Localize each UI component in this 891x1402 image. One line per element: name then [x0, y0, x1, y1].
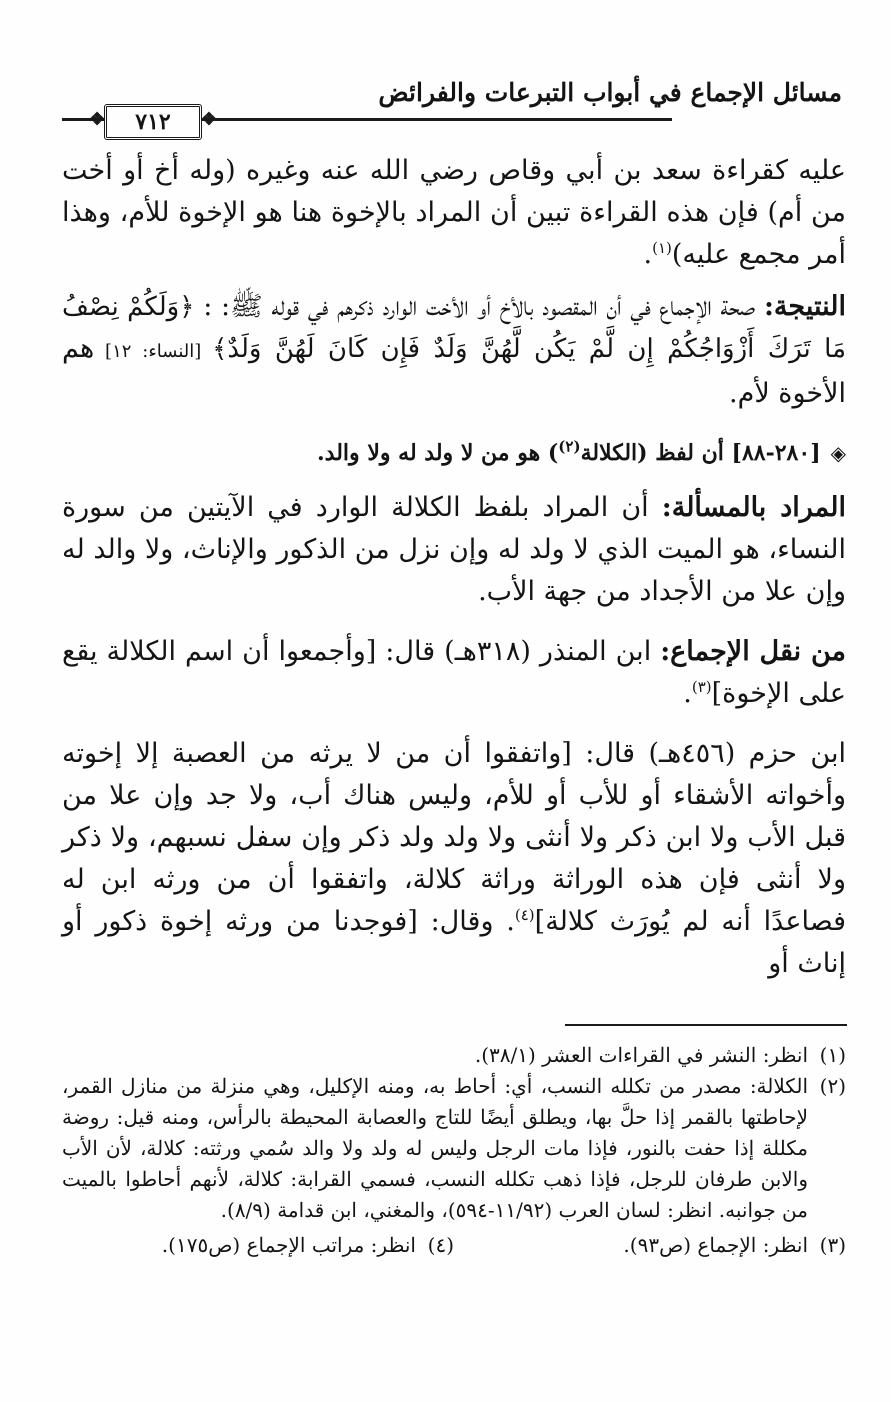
issue-text: أن لفظ (الكلالة [580, 440, 732, 466]
paragraph-ibn-hazm [62, 733, 846, 985]
issue-code: [٢٨٠-٨٨] [731, 440, 821, 466]
footnote-ref-4[interactable]: (٤) [514, 906, 535, 924]
quran-verse: ﴿وَلَكُمْ نِصْفُ مَا تَرَكَ أَزْوَاجُكُمْ إِن لَّمْ يَكُن لَّهُنَّ وَلَدٌ فَإِن كَانَ لَهُنَّ وَلَدٌ﴾ [62, 292, 846, 364]
paragraph-end: . [643, 239, 653, 270]
footnote-row [62, 1230, 846, 1261]
footnotes [62, 1040, 846, 1261]
footnote-3 [454, 1230, 846, 1261]
footnote-text: انظر: النشر في القراءات العشر (٣٨/١). [474, 1043, 808, 1067]
page-number: ❖ ٧١٢ ❖ [104, 104, 202, 140]
paragraph-text: ابن المنذر (٣١٨هـ) قال: [وأجمعوا أن اسم الكلالة يقع على الإخوة] [62, 636, 846, 709]
footnote-2 [62, 1071, 846, 1226]
issue-heading [62, 433, 846, 473]
paragraph-text: . وقال: [فوجدنا من ورثه إخوة ذكور أو إناث أو [62, 906, 846, 979]
footnote-divider [565, 1024, 847, 1026]
running-title: مسائل الإجماع في أبواب التبرعات والفرائض [378, 78, 842, 107]
footnote-number: (٤) [427, 1233, 454, 1257]
paragraph-text: عليه كقراءة سعد بن أبي وقاص رضي الله عنه وغيره (وله أخ أو أخت من أم) فإن هذه القراءة تبين أن المراد بالإخوة هنا هو الإخوة للأم، وهذا أمر مجمع عليه) [62, 155, 846, 270]
paragraph-result [62, 286, 846, 415]
footnote-ref-3[interactable]: (٣) [691, 678, 712, 696]
footnote-text: انظر: مراتب الإجماع (ص١٧٥). [161, 1233, 416, 1257]
footnote-4 [62, 1230, 454, 1261]
paragraph-transmitters [62, 631, 846, 715]
footnote-number: (٣) [819, 1233, 846, 1257]
paragraph-lead: من نقل الإجماع: [660, 636, 846, 667]
footnote-text: انظر: الإجماع (ص٩٣). [623, 1233, 808, 1257]
footnote-number: (٢) [819, 1074, 846, 1098]
paragraph-text: ابن حزم (٤٥٦هـ) قال: [واتفقوا أن من لا يرثه من العصبة إلا إخوته وأخواته الأشقاء أو للأب أو للأم، وليس هناك أب، ولا جد وإن علا من قبل الأب ولا ابن ذكر ولا أنثى ولا ولد ولد ذكر وإن سفل نسبهم، ولا ذكر ولا أنثى فإن هذه الوراثة وراثة كلالة، واتفقوا أن من ورثه ابن له فصاعدًا أنه لم يُورَث كلالة] [62, 738, 847, 937]
page-header [62, 78, 842, 134]
issue-text: ) هو من لا ولد له ولا والد. [317, 440, 559, 466]
diamond-icon: ◈ [830, 441, 846, 465]
paragraph-end: . [683, 678, 692, 709]
verse-reference: [النساء: ١٢] [94, 341, 213, 362]
main-text [62, 150, 846, 1003]
footnote-1 [62, 1040, 846, 1071]
paragraph-text: صحة الإجماع في أن المقصود بالأخ أو الأخت الوارد ذكرهم في قوله ﷺ: : [194, 291, 764, 322]
paragraph-meaning [62, 487, 846, 613]
footnote-ref-2[interactable]: (٢) [558, 437, 581, 456]
footnote-number: (١) [819, 1043, 846, 1067]
paragraph-text: أن المراد بلفظ الكلالة الوارد في الآيتين من سورة النساء، هو الميت الذي لا ولد له وإن نزل من الذكور والإناث، ولا والد له وإن علا من الأجداد من جهة الأب. [62, 492, 846, 607]
paragraph-text: هم الأخوة لأم. [62, 333, 846, 409]
paragraph-reading [62, 150, 846, 276]
footnote-text: الكلالة: مصدر من تكلله النسب، أي: أحاط به، ومنه الإكليل، وهي منزلة من منازل القمر، لإحاطتها بالقمر إذا حلَّ بها، ويطلق أيضًا للتاج والعصابة المحيطة بالرأس، ومنه قيل: روضة مكللة إذا حفت بالنور، فإذا مات الرجل وليس له ولد ولا والد سُمي ورثته: كلالة، لأن الأب والابن طرفان للرجل، فإذا ذهب تكلله النسب، فسمي القرابة: كلالة، لأنهم أحاطوا بالميت من جوانبه. انظر: لسان العرب (١١/٩٢-٥٩٤)، والمغني، ابن قدامة (٨/٩). [62, 1074, 808, 1222]
paragraph-lead: النتيجة: [763, 291, 846, 322]
paragraph-lead: المراد بالمسألة: [661, 492, 846, 523]
footnote-ref-1[interactable]: (١) [652, 239, 672, 257]
